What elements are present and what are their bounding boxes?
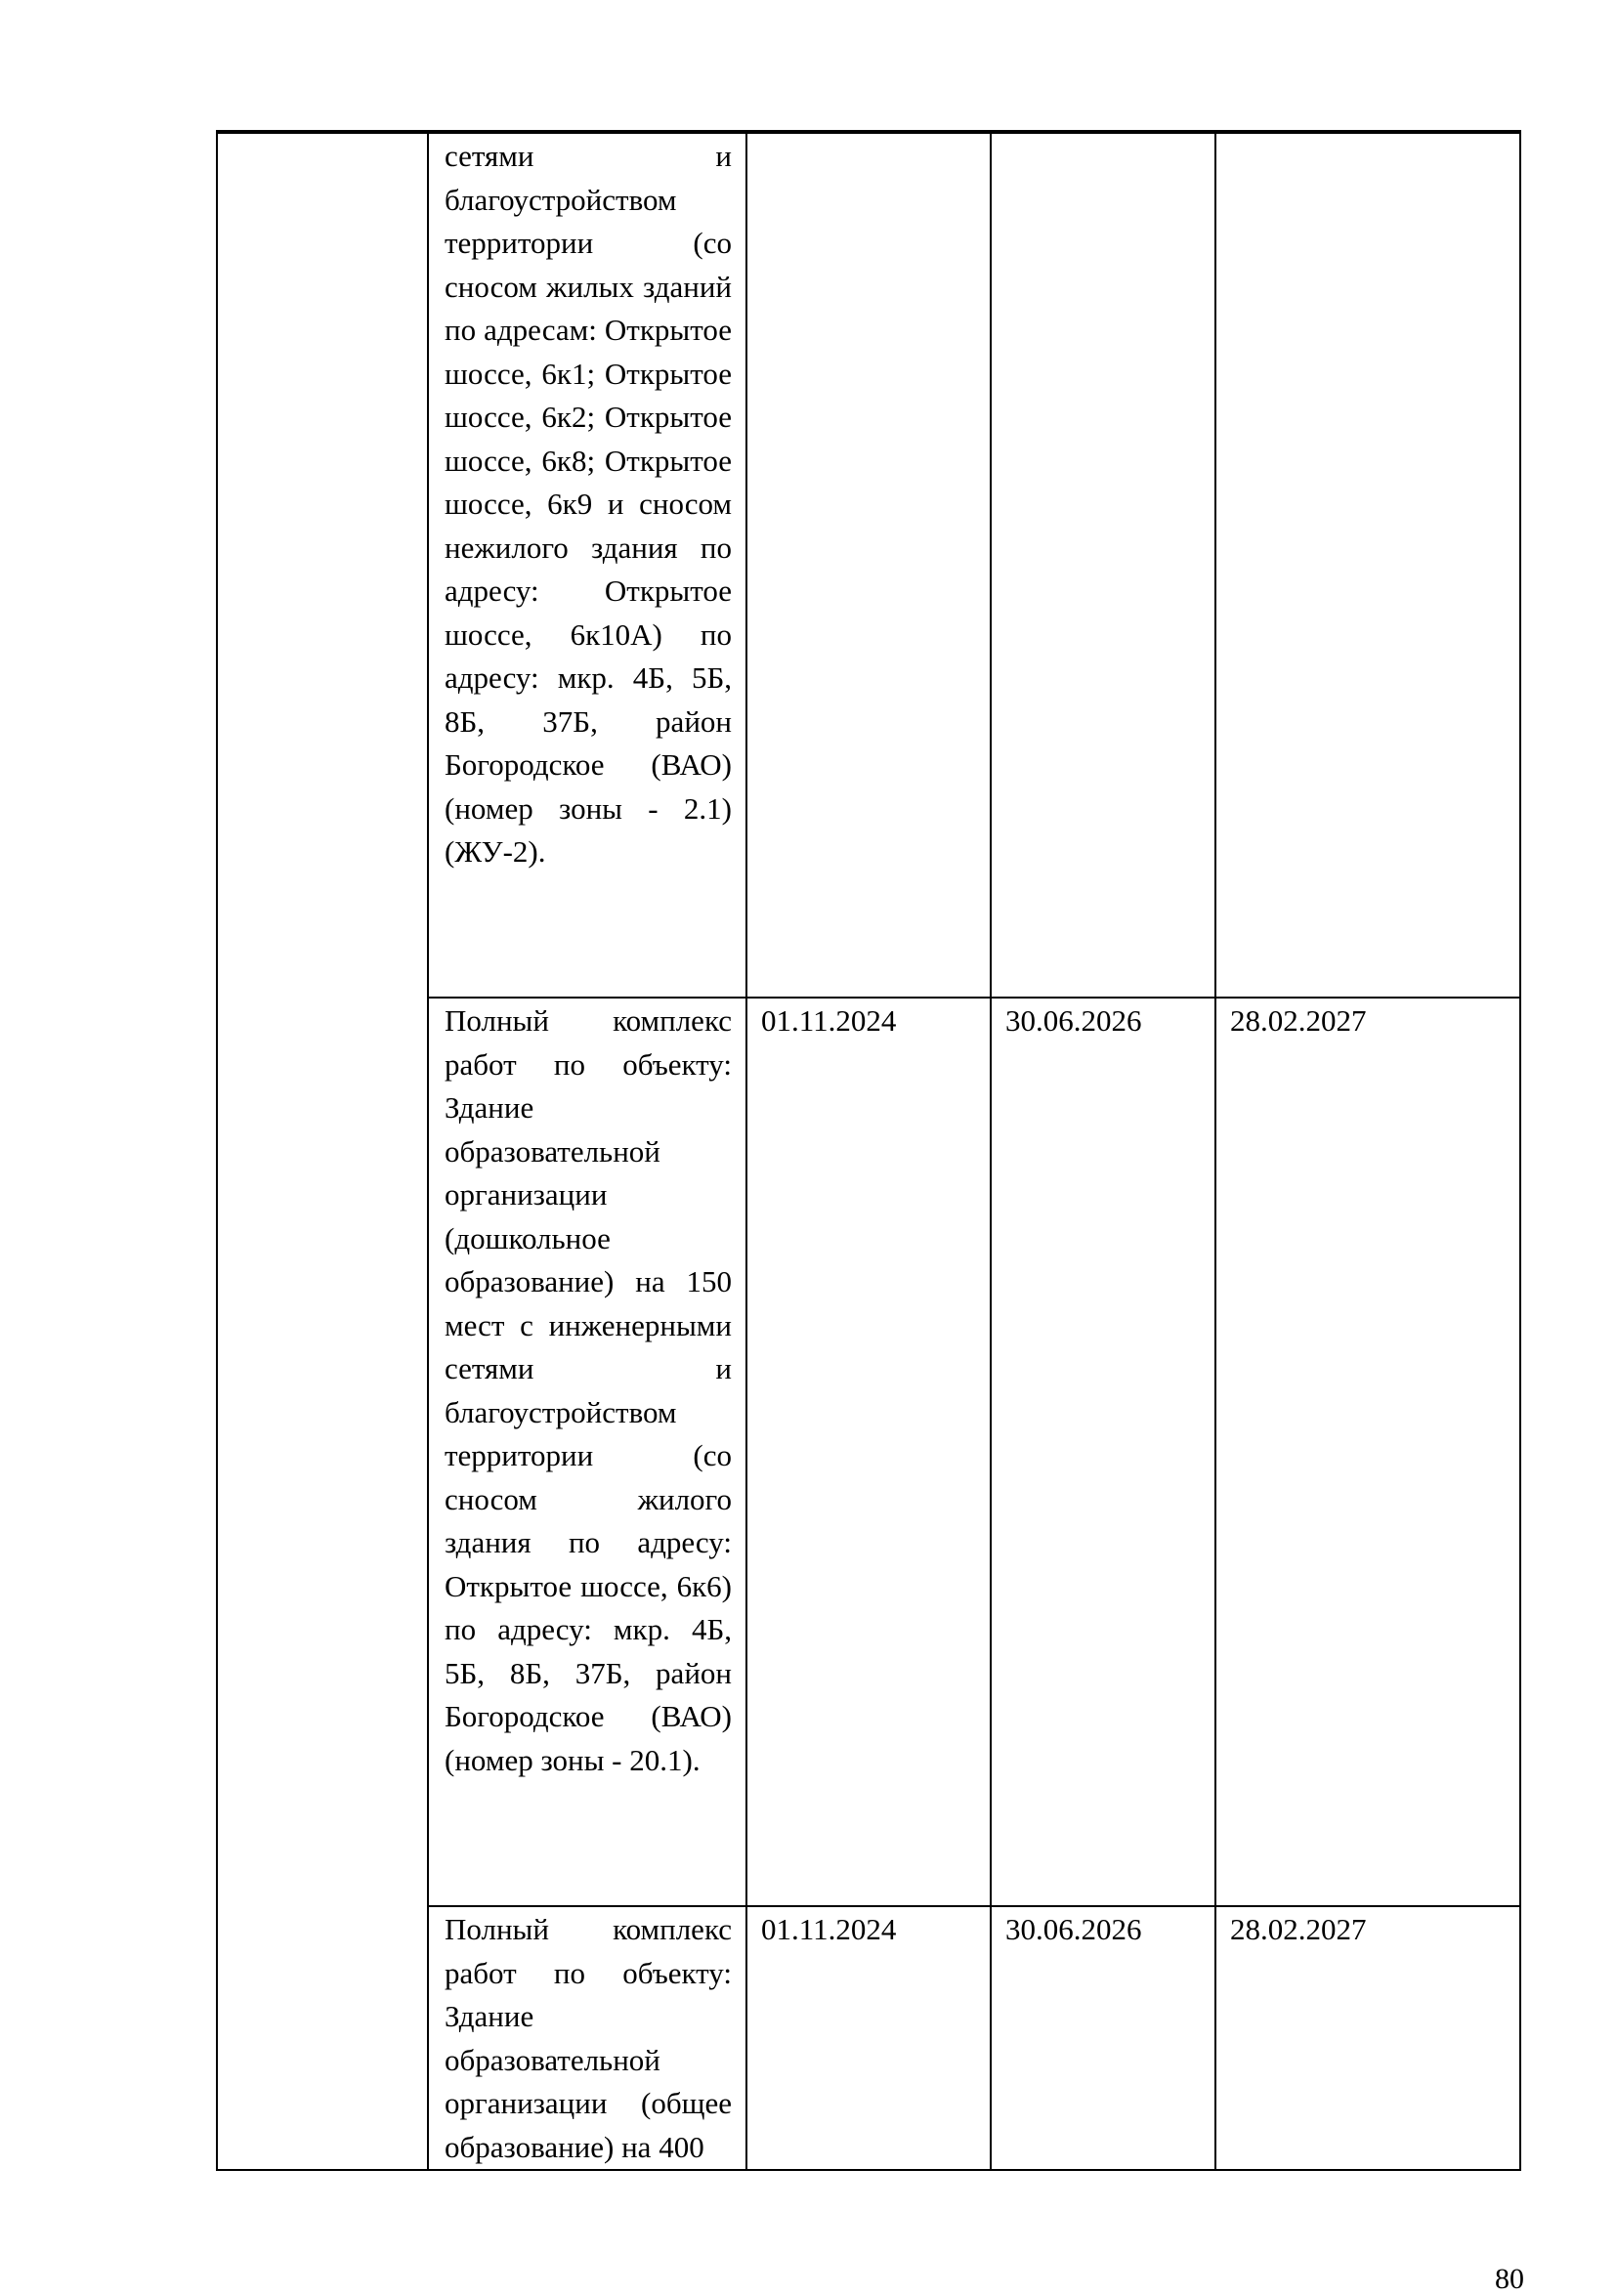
description-cell (428, 132, 746, 998)
final-date (1216, 134, 1519, 135)
end-date (992, 134, 1214, 135)
start-date-cell (746, 132, 991, 998)
final-date-cell (1215, 1906, 1520, 2170)
end-date-cell (991, 1906, 1215, 2170)
description-cell (428, 998, 746, 1906)
start-date-cell (746, 998, 991, 1906)
end-date-cell (991, 132, 1215, 998)
description-text: Полный комплекс работ по объекту: Здание образовательной организации (общее образование) на 400 (445, 1912, 732, 2164)
end-date-cell (991, 998, 1215, 1906)
final-date: 28.02.2027 (1230, 1003, 1367, 1038)
schedule-table (216, 130, 1521, 2171)
end-date: 30.06.2026 (1005, 1912, 1142, 1946)
page-number: 80 (1495, 2263, 1524, 2295)
start-date: 01.11.2024 (761, 1912, 897, 1946)
description-cell (428, 1906, 746, 2170)
final-date-cell (1215, 998, 1520, 1906)
table-row (217, 132, 1520, 998)
start-date-cell (746, 1906, 991, 2170)
number-cell (217, 132, 428, 2170)
final-date: 28.02.2027 (1230, 1912, 1367, 1946)
description-text: Полный комплекс работ по объекту: Здание образовательной организации (дошкольное образование) на 150 мест с инженерными сетями и благоустройством территории (со сносом жилого здания по адресу: Открытое шоссе, 6к6) по адресу: мкр. 4Б, 5Б, 8Б, 37Б, район Богородское (ВАО) (номер зоны - 20.1). (445, 1003, 732, 1777)
start-date (747, 134, 990, 135)
final-date-cell (1215, 132, 1520, 998)
description-text: сетями и благоустройством территории (со сносом жилых зданий по адресам: Открытое шоссе, 6к1; Открытое шоссе, 6к2; Открытое шоссе, 6к8; Открытое шоссе, 6к9 и сносом нежилого здания по адресу: Открытое шоссе, 6к10А) по адресу: мкр. 4Б, 5Б, 8Б, 37Б, район Богородское (ВАО) (номер зоны - 2.1) (ЖУ-2). (445, 139, 732, 869)
start-date: 01.11.2024 (761, 1003, 897, 1038)
end-date: 30.06.2026 (1005, 1003, 1142, 1038)
